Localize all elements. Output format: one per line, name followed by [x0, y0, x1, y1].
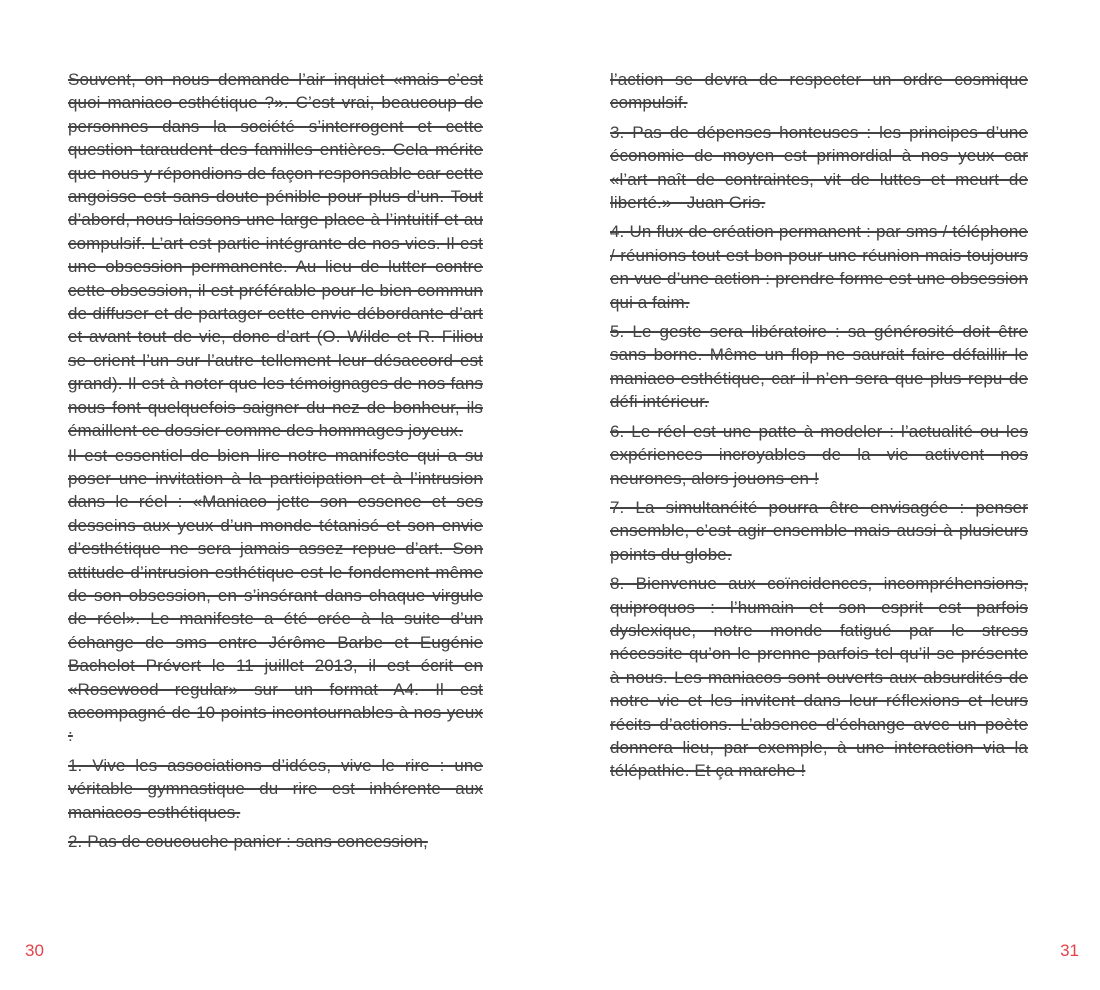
paragraph: 7. La simultanéité pourra être envisagée : penser ensemble, c’est agir ensemble mais aussi à plusieurs points du globe. — [610, 497, 1028, 564]
paragraph: 4. Un flux de création permanent : par sms / téléphone / réunions tout est bon pour une réunion mais toujours en vue d’une action : prendre forme est une obsession qui a faim. — [610, 222, 1028, 312]
page-number-left: 30 — [25, 941, 44, 960]
paragraph: 1. Vive les associations d’idées, vive le rire : une véritable gymnastique du rire est inhérente aux maniacos-esthétiques. — [68, 755, 483, 822]
paragraph: 2. Pas de coucouche panier : sans concession, — [68, 832, 428, 851]
page-number-right: 31 — [1060, 941, 1079, 960]
paragraph: 5. Le geste sera libératoire : sa générosité doit être sans borne. Même un flop ne saurait faire défaillir le maniaco-esthétique, car il n’en sera que plus repu de défi intérieur. — [610, 322, 1028, 412]
paragraph: Souvent, on nous demande l’air inquiet «mais c’est quoi maniaco-esthétique ?». C’est vrai, beaucoup de personnes dans la société s’interrogent et cette question taraudent des familles entières. Cela mérite que nous y répondions de façon responsable car cette angoisse est sans doute pénible pour plus d’un. Tout d’abord, nous laissons une large place à l’intuitif et au compulsif. L’art est partie intégrante de nos vies. Il est une obsession permanente. Au lieu de lutter contre cette obsession, il est préférable pour le bien commun de diffuser et de partager cette envie débordante d’art et avant tout de vie, donc d’art (O. Wilde et R. Filiou se crient l’un sur l’autre tellement leur désaccord est grand). Il est à noter que les témoignages de nos fans nous font quelquefois saigner du nez de bonheur, ils émaillent ce dossier comme des hommages joyeux. — [68, 70, 483, 441]
paragraph: l’action se devra de respecter un ordre cosmique compulsif. — [610, 70, 1028, 113]
paragraph: 8. Bienvenue aux coïncidences, incompréhensions, quiproquos : l’humain et son esprit est parfois dyslexique, notre monde fatigué par le stress nécessite qu’on le prenne parfois tel qu’il se présente à nous. Les maniacos sont ouverts aux absurdités de notre vie et les invitent dans leur réflexions et leurs récits d’actions. L’absence d’échange avec un poète donnera lieu, par exemple, à une interaction via la télépathie. Et ça marche ! — [610, 574, 1028, 781]
paragraph: Il est essentiel de bien lire notre manifeste qui a su poser une invitation à la participation et à l’intrusion dans le réel : «Maniaco jette son essence et ses desseins aux yeux d’un monde tétanisé et son envie d’esthétique ne sera jamais assez repue d’art. Son attitude d’intrusion esthétique est le fondement même de son obsession, en s’insérant dans chaque virgule de réel». Le manifeste a été crée à la suite d’un échange de sms entre Jérôme Barbe et Eugénie Bachelot Prévert le 11 juillet 2013, il est écrit en «Rosewood regular» sur un format A4. Il est accompagné de 10 points incontournables à nos yeux : — [68, 445, 483, 746]
paragraph: 3. Pas de dépenses honteuses : les principes d’une économie de moyen est primordial à nos yeux car «l’art naît de contraintes, vit de luttes et meurt de liberté.» - Juan Gris. — [610, 122, 1028, 213]
paragraph: 6. Le réel est une patte à modeler : l’actualité ou les expériences incroyables de la vie activent nos neurones, alors jouons-en ! — [610, 421, 1028, 488]
right-page-text-column — [610, 68, 1028, 789]
left-page-text-column — [68, 68, 483, 859]
